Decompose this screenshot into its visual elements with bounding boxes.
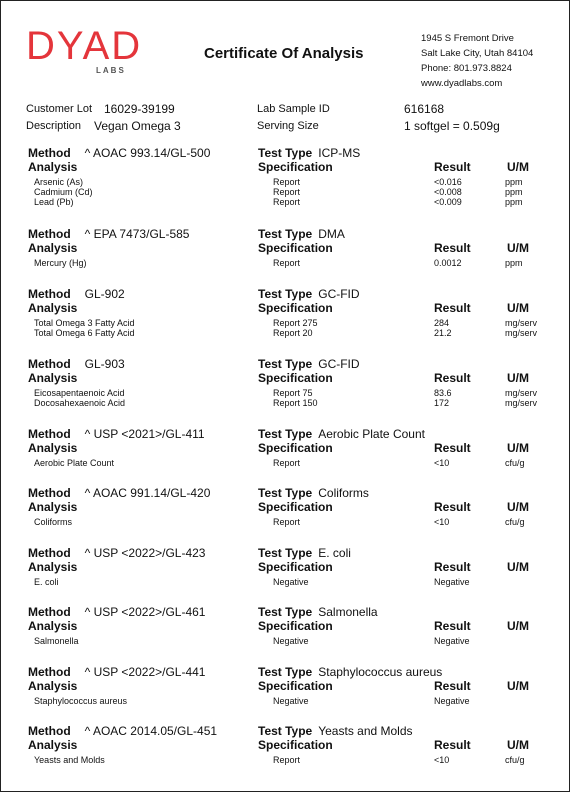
analyte-name: Docosahexaenoic Acid: [34, 398, 126, 408]
logo-subtitle: LABS: [96, 66, 126, 75]
test-type-label: Test Type: [258, 724, 313, 738]
specification-header: Specification: [258, 738, 333, 752]
result-value: 0.0012: [434, 258, 462, 268]
method-line: [28, 146, 210, 160]
analyte-name: Total Omega 3 Fatty Acid: [34, 318, 135, 328]
lab-sample-id-label: Lab Sample ID: [257, 103, 330, 115]
method-value: GL-903: [84, 357, 125, 371]
test-type-label: Test Type: [258, 546, 313, 560]
unit-header: U/M: [507, 241, 529, 255]
analysis-header: Analysis: [28, 679, 78, 693]
page-title: Certificate Of Analysis: [204, 45, 364, 62]
result-header: Result: [434, 500, 471, 514]
specification-header: Specification: [258, 371, 333, 385]
unit-value: ppm: [505, 197, 523, 207]
method-line: [28, 287, 125, 301]
method-value: ^ USP <2022>/GL-441: [84, 665, 206, 679]
customer-lot-value: 16029-39199: [104, 102, 175, 116]
result-header: Result: [434, 160, 471, 174]
result-header: Result: [434, 441, 471, 455]
result-value: <0.009: [434, 197, 462, 207]
unit-value: mg/serv: [505, 398, 538, 408]
test-type-line: [258, 605, 378, 619]
unit-value: mg/serv: [505, 388, 538, 398]
result-value: Negative: [434, 577, 470, 587]
specification-header: Specification: [258, 441, 333, 455]
unit-header: U/M: [507, 500, 529, 514]
analyte-name: Yeasts and Molds: [34, 755, 105, 765]
analyte-name: Lead (Pb): [34, 197, 74, 207]
result-header: Result: [434, 371, 471, 385]
test-type-value: ICP-MS: [318, 146, 361, 160]
method-label: Method: [28, 357, 71, 371]
method-value: ^ AOAC 2014.05/GL-451: [84, 724, 218, 738]
result-row: [0, 636, 570, 646]
analysis-section: [0, 357, 570, 417]
test-type-label: Test Type: [258, 486, 313, 500]
analysis-header: Analysis: [28, 160, 78, 174]
test-type-value: Staphylococcus aureus: [318, 665, 443, 679]
result-value: 21.2: [434, 328, 452, 338]
test-type-label: Test Type: [258, 146, 313, 160]
test-type-label: Test Type: [258, 605, 313, 619]
result-row: [0, 398, 570, 408]
test-type-label: Test Type: [258, 427, 313, 441]
result-value: 83.6: [434, 388, 452, 398]
method-label: Method: [28, 605, 71, 619]
method-line: [28, 427, 205, 441]
method-value: ^ AOAC 993.14/GL-500: [84, 146, 211, 160]
analyte-name: Cadmium (Cd): [34, 187, 93, 197]
test-type-label: Test Type: [258, 287, 313, 301]
analyte-name: E. coli: [34, 577, 59, 587]
analysis-section: [0, 146, 570, 206]
test-type-value: GC-FID: [318, 287, 360, 301]
specification-header: Specification: [258, 500, 333, 514]
result-value: <0.008: [434, 187, 462, 197]
address-city: Salt Lake City, Utah 84104: [421, 48, 534, 59]
specification-value: Report: [273, 458, 301, 468]
method-line: [28, 227, 189, 241]
test-type-value: E. coli: [318, 546, 351, 560]
analyte-name: Staphylococcus aureus: [34, 696, 128, 706]
unit-header: U/M: [507, 371, 529, 385]
result-value: Negative: [434, 696, 470, 706]
result-row: [0, 328, 570, 338]
analysis-header: Analysis: [28, 441, 78, 455]
specification-value: Report 75: [273, 388, 313, 398]
specification-value: Report: [273, 517, 301, 527]
result-value: 172: [434, 398, 450, 408]
analysis-section: [0, 227, 570, 287]
unit-header: U/M: [507, 160, 529, 174]
test-type-line: [258, 724, 413, 738]
result-row: [0, 318, 570, 328]
unit-value: ppm: [505, 258, 523, 268]
result-value: <10: [434, 755, 450, 765]
unit-header: U/M: [507, 679, 529, 693]
method-label: Method: [28, 486, 71, 500]
method-label: Method: [28, 227, 71, 241]
method-line: [28, 546, 205, 560]
test-type-line: [258, 486, 369, 500]
specification-header: Specification: [258, 160, 333, 174]
analysis-header: Analysis: [28, 738, 78, 752]
analysis-header: Analysis: [28, 371, 78, 385]
test-type-line: [258, 546, 351, 560]
unit-value: cfu/g: [505, 458, 525, 468]
unit-value: cfu/g: [505, 755, 525, 765]
method-value: ^ AOAC 991.14/GL-420: [84, 486, 211, 500]
analyte-name: Arsenic (As): [34, 177, 84, 187]
test-type-line: [258, 146, 360, 160]
result-row: [0, 197, 570, 207]
analyte-name: Total Omega 6 Fatty Acid: [34, 328, 135, 338]
result-value: 284: [434, 318, 450, 328]
test-type-label: Test Type: [258, 227, 313, 241]
test-type-value: Yeasts and Molds: [318, 724, 413, 738]
analyte-name: Mercury (Hg): [34, 258, 87, 268]
method-label: Method: [28, 427, 71, 441]
result-value: <10: [434, 458, 450, 468]
analyte-name: Salmonella: [34, 636, 79, 646]
dyad-labs-logo: [26, 24, 143, 75]
specification-value: Report: [273, 755, 301, 765]
address-website: www.dyadlabs.com: [421, 78, 503, 89]
test-type-line: [258, 357, 360, 371]
specification-value: Report: [273, 258, 301, 268]
method-line: [28, 724, 217, 738]
specification-value: Report: [273, 197, 301, 207]
test-type-label: Test Type: [258, 665, 313, 679]
result-row: [0, 755, 570, 765]
result-row: [0, 517, 570, 527]
unit-value: cfu/g: [505, 517, 525, 527]
specification-value: Negative: [273, 636, 309, 646]
result-row: [0, 696, 570, 706]
analysis-section: [0, 287, 570, 347]
analyte-name: Coliforms: [34, 517, 73, 527]
result-header: Result: [434, 301, 471, 315]
result-row: [0, 187, 570, 197]
test-type-value: DMA: [318, 227, 345, 241]
method-line: [28, 605, 205, 619]
customer-lot-label: Customer Lot: [26, 103, 93, 115]
specification-value: Negative: [273, 577, 309, 587]
serving-size-value: 1 softgel = 0.509g: [404, 119, 500, 133]
unit-header: U/M: [507, 301, 529, 315]
result-header: Result: [434, 679, 471, 693]
method-line: [28, 486, 210, 500]
specification-value: Report: [273, 177, 301, 187]
method-label: Method: [28, 665, 71, 679]
lab-sample-id-value: 616168: [404, 102, 445, 116]
analysis-header: Analysis: [28, 619, 78, 633]
analysis-section: [0, 665, 570, 725]
result-row: [0, 577, 570, 587]
analyte-name: Aerobic Plate Count: [34, 458, 115, 468]
method-value: ^ USP <2022>/GL-423: [84, 546, 206, 560]
analysis-header: Analysis: [28, 560, 78, 574]
test-type-label: Test Type: [258, 357, 313, 371]
analysis-section: [0, 486, 570, 546]
test-type-value: Coliforms: [318, 486, 369, 500]
result-row: [0, 458, 570, 468]
analysis-header: Analysis: [28, 241, 78, 255]
specification-header: Specification: [258, 679, 333, 693]
method-label: Method: [28, 287, 71, 301]
result-header: Result: [434, 560, 471, 574]
unit-header: U/M: [507, 441, 529, 455]
analysis-section: [0, 605, 570, 665]
result-row: [0, 388, 570, 398]
method-value: ^ EPA 7473/GL-585: [84, 227, 190, 241]
unit-header: U/M: [507, 560, 529, 574]
specification-value: Report: [273, 187, 301, 197]
unit-header: U/M: [507, 738, 529, 752]
result-header: Result: [434, 738, 471, 752]
result-value: Negative: [434, 636, 470, 646]
specification-value: Report 150: [273, 398, 318, 408]
specification-header: Specification: [258, 560, 333, 574]
result-value: <10: [434, 517, 450, 527]
analysis-header: Analysis: [28, 500, 78, 514]
lab-address: [421, 31, 533, 91]
result-row: [0, 258, 570, 268]
method-label: Method: [28, 724, 71, 738]
specification-header: Specification: [258, 619, 333, 633]
method-line: [28, 357, 125, 371]
unit-header: U/M: [507, 619, 529, 633]
result-header: Result: [434, 619, 471, 633]
address-phone: Phone: 801.973.8824: [421, 63, 512, 74]
method-value: GL-902: [84, 287, 125, 301]
unit-value: mg/serv: [505, 328, 538, 338]
serving-size-label: Serving Size: [257, 120, 319, 132]
test-type-line: [258, 427, 425, 441]
test-type-value: GC-FID: [318, 357, 360, 371]
analysis-section: [0, 427, 570, 487]
analysis-header: Analysis: [28, 301, 78, 315]
specification-value: Negative: [273, 696, 309, 706]
logo-wordmark: DYAD: [26, 24, 143, 68]
analysis-section: [0, 724, 570, 784]
method-line: [28, 665, 205, 679]
test-type-value: Salmonella: [318, 605, 378, 619]
description-label: Description: [26, 120, 82, 132]
result-row: [0, 177, 570, 187]
test-type-value: Aerobic Plate Count: [318, 427, 425, 441]
method-value: ^ USP <2021>/GL-411: [84, 427, 205, 441]
test-type-line: [258, 287, 360, 301]
analysis-section: [0, 546, 570, 606]
result-header: Result: [434, 241, 471, 255]
specification-header: Specification: [258, 241, 333, 255]
unit-value: mg/serv: [505, 318, 538, 328]
unit-value: ppm: [505, 187, 523, 197]
test-type-line: [258, 665, 442, 679]
unit-value: ppm: [505, 177, 523, 187]
test-type-line: [258, 227, 345, 241]
method-value: ^ USP <2022>/GL-461: [84, 605, 206, 619]
description-value: Vegan Omega 3: [94, 119, 181, 133]
result-value: <0.016: [434, 177, 462, 187]
specification-header: Specification: [258, 301, 333, 315]
specification-value: Report 275: [273, 318, 318, 328]
analyte-name: Eicosapentaenoic Acid: [34, 388, 125, 398]
specification-value: Report 20: [273, 328, 313, 338]
address-street: 1945 S Fremont Drive: [421, 33, 514, 44]
method-label: Method: [28, 546, 71, 560]
method-label: Method: [28, 146, 71, 160]
